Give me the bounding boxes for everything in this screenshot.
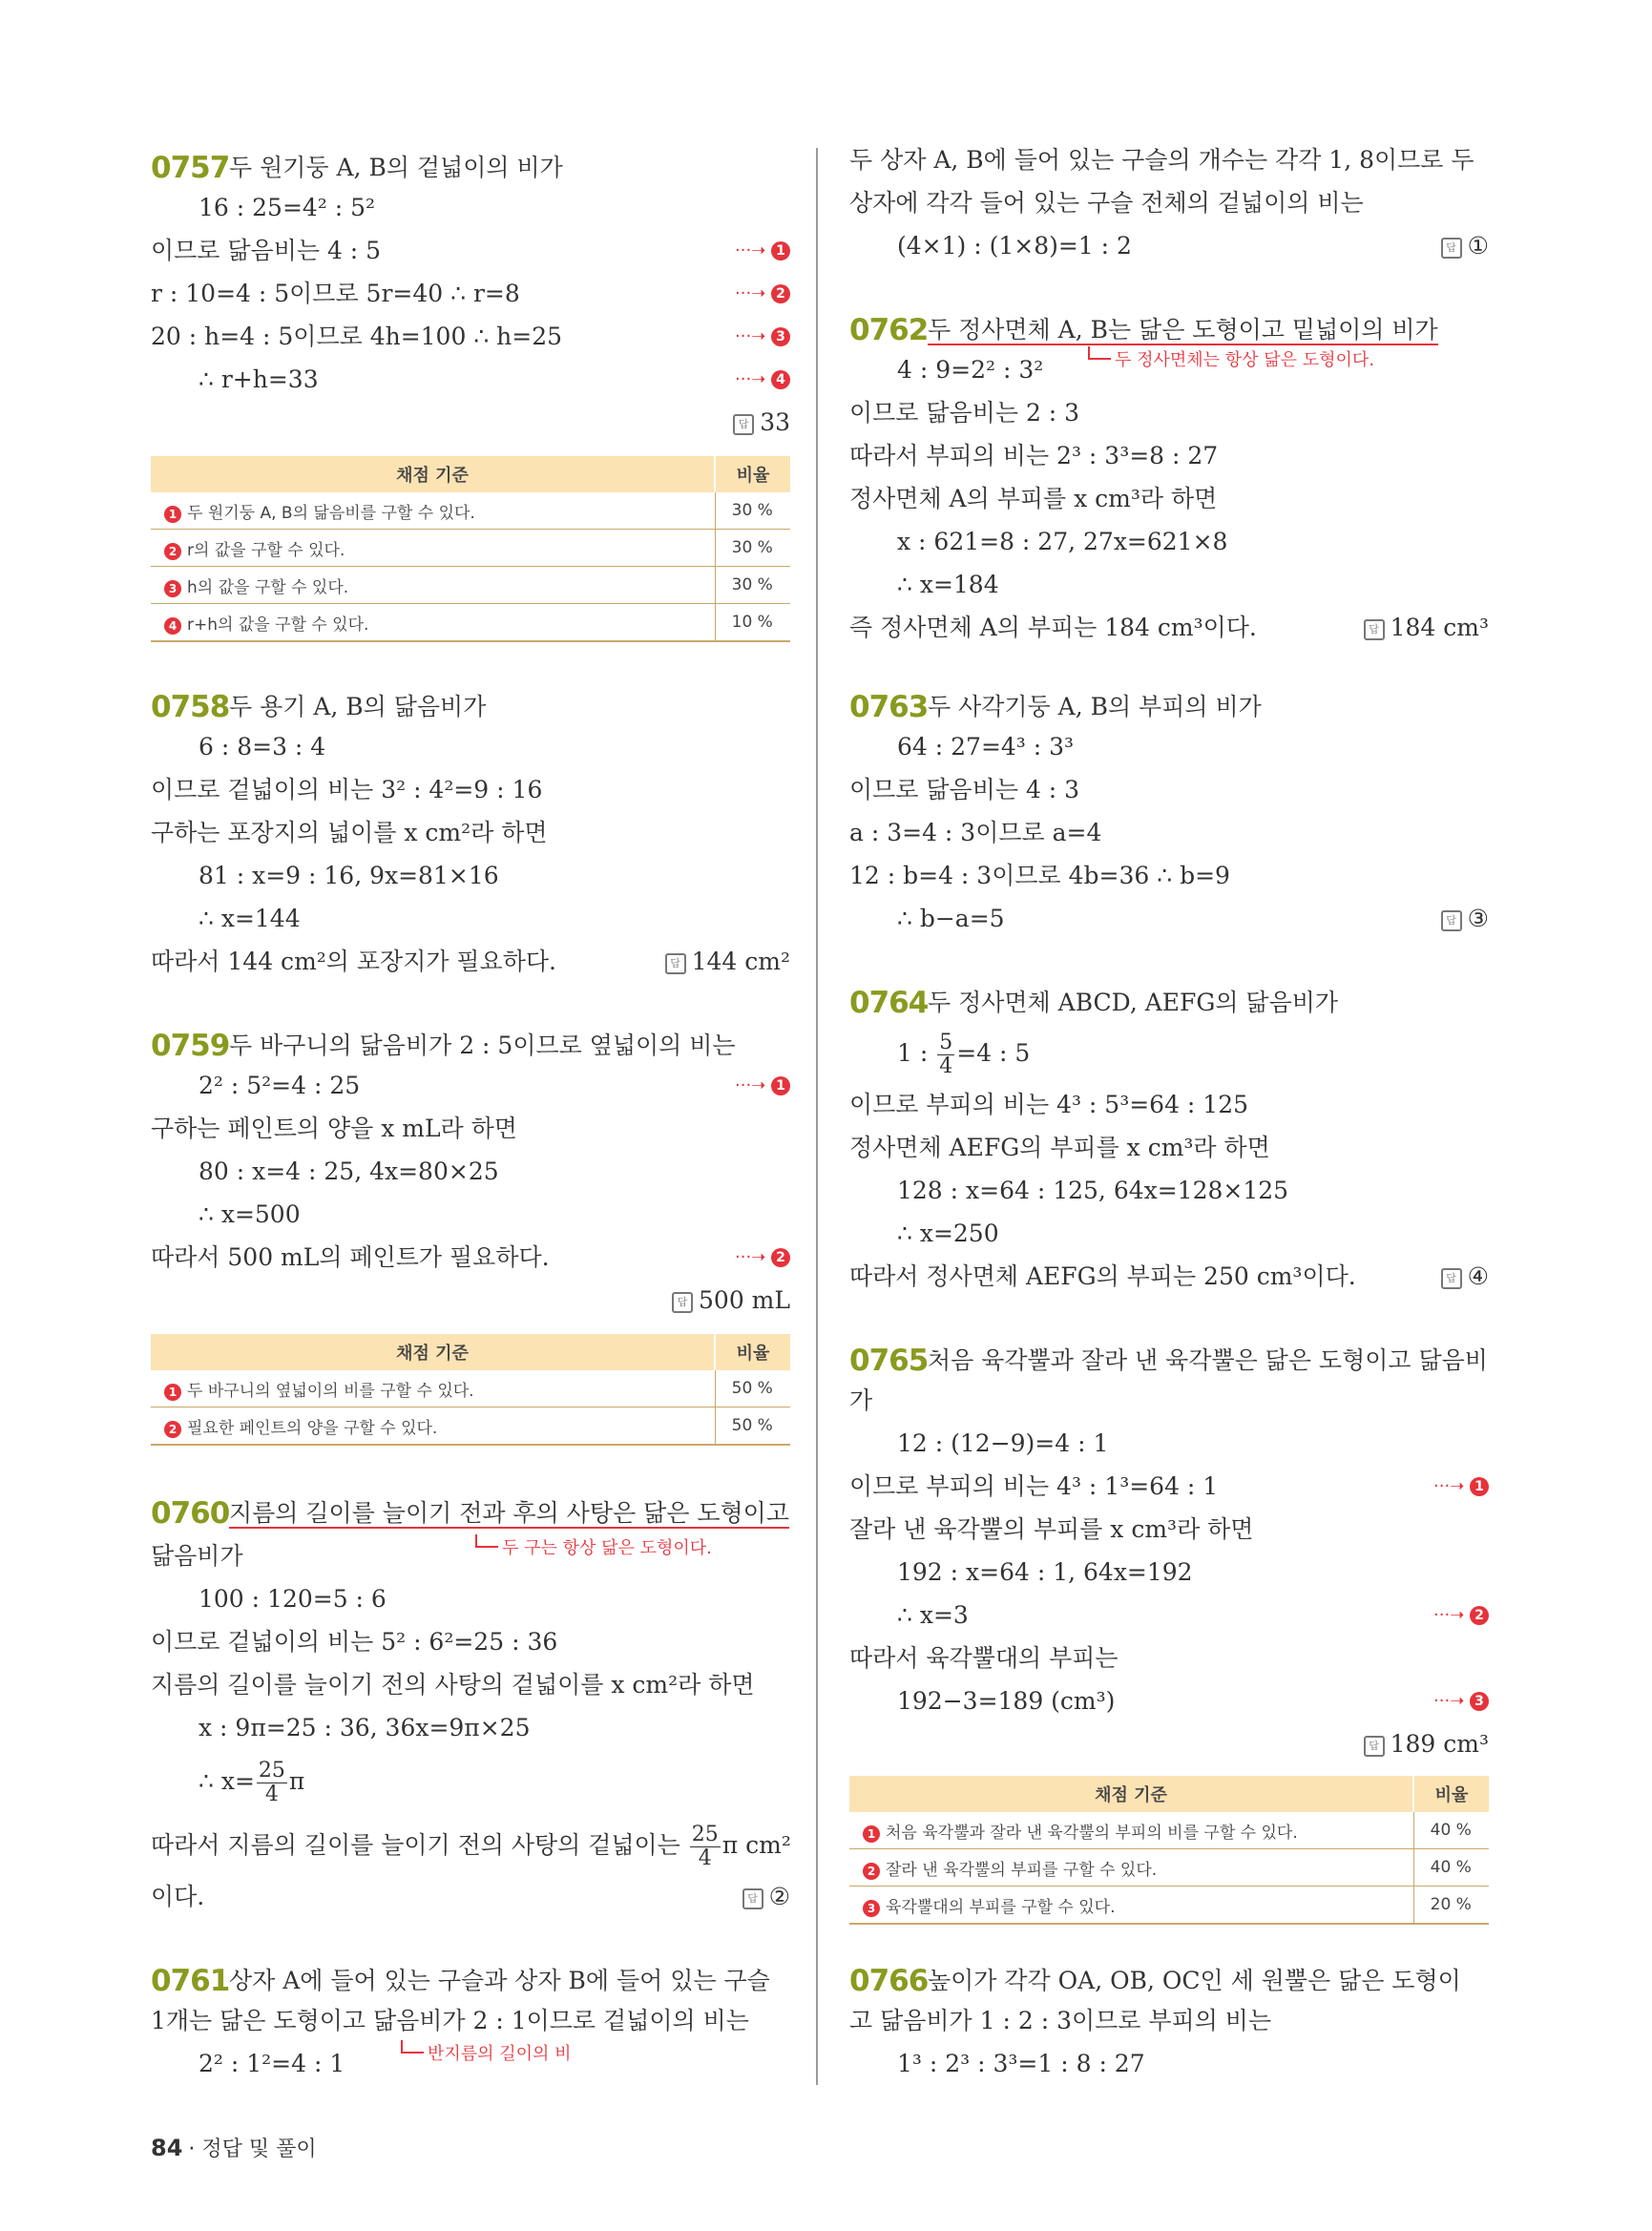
solution-line: 이므로 부피의 비는 4³ : 5³=64 : 125 <box>849 1091 1249 1118</box>
solution-line: 잘라 낸 육각뿔의 부피를 x cm³라 하면 <box>849 1515 1254 1543</box>
solution-line: ∴ b−a=5 <box>897 905 1005 932</box>
answer: 답 33 <box>733 408 790 437</box>
answer-icon: 답 <box>733 414 754 435</box>
answer-icon: 답 <box>742 1888 763 1909</box>
solution-line: 1³ : 2³ : 3³=1 : 8 : 27 <box>897 2050 1145 2077</box>
problem-head: 두 사각기둥 A, B의 부피의 비가 <box>928 693 1262 720</box>
solution-line: 128 : x=64 : 125, 64x=128×125 <box>897 1177 1289 1204</box>
solution-line: 1개는 닮은 도형이고 닮음비가 2 : 1이므로 겉넓이의 비는 <box>151 2007 749 2034</box>
solution-line: ∴ x=250 <box>897 1220 999 1247</box>
solution-line: x : 621=8 : 27, 27x=621×8 <box>897 528 1228 555</box>
solution-line: ∴ x=3 <box>897 1601 969 1629</box>
answer: 답 144 cm² <box>665 948 790 976</box>
problem-head: 두 정사면체 ABCD, AEFG의 닮음비가 <box>928 989 1339 1016</box>
solution-line: 1 : $\frac{5}{4}$ =4 : 5 <box>897 1031 1031 1078</box>
problem-number: 0764 <box>849 986 929 1020</box>
problem-number: 0758 <box>151 690 230 724</box>
problem-head: 상자 A에 들어 있는 구슬과 상자 B에 들어 있는 구슬 <box>229 1967 770 1994</box>
answer: 답 ① <box>1441 232 1489 261</box>
solution-line: 구하는 포장지의 넓이를 x cm²라 하면 <box>151 819 548 846</box>
solution-line: 64 : 27=4³ : 3³ <box>897 733 1075 761</box>
solution-line: 이므로 닮음비는 4 : 5 <box>151 237 382 264</box>
answer-icon: 답 <box>1441 238 1462 259</box>
solution-line: 12 : b=4 : 3이므로 4b=36 ∴ b=9 <box>849 862 1230 889</box>
solution-line: 16 : 25=4² : 5² <box>199 194 376 221</box>
solution-line: 80 : x=4 : 25, 4x=80×25 <box>199 1157 499 1185</box>
problem-number: 0761 <box>151 1964 230 1998</box>
solution-line: 이므로 겉넓이의 비는 5² : 6²=25 : 36 <box>151 1628 558 1656</box>
table-row: 1 두 원기둥 A, B의 닮음비를 구할 수 있다. 30 % <box>151 492 790 530</box>
solution-line: 이므로 닮음비는 4 : 3 <box>849 776 1080 803</box>
problem-number: 0763 <box>849 690 929 724</box>
solution-line: r : 10=4 : 5이므로 5r=40 ∴ r=8 <box>151 280 520 307</box>
table-row: 3 h의 값을 구할 수 있다. 30 % <box>151 567 790 604</box>
annotation-note: 두 구는 항상 닮은 도형이다. <box>475 1534 712 1559</box>
solution-line: 이다. <box>151 1883 205 1910</box>
solution-line: 정사면체 AEFG의 부피를 x cm³라 하면 <box>849 1134 1270 1161</box>
answer-icon: 답 <box>1441 1268 1462 1289</box>
problem-number: 0759 <box>151 1029 230 1063</box>
footer-title: 정답 및 풀이 <box>201 2137 317 2161</box>
answer: 답 500 mL <box>672 1286 790 1315</box>
answer-icon: 답 <box>1364 619 1385 640</box>
solution-line: 따라서 지름의 길이를 늘이기 전의 사탕의 겉넓이는 $\frac{25}{4}$ π cm² <box>151 1823 791 1870</box>
answer: 답 189 cm³ <box>1364 1730 1489 1759</box>
answer-icon: 답 <box>1364 1736 1385 1757</box>
annotation-note: 두 정사면체는 항상 닮은 도형이다. <box>1088 346 1374 371</box>
solution-line: 6 : 8=3 : 4 <box>199 733 326 761</box>
answer: 답 ③ <box>1441 905 1489 933</box>
problem-head: 처음 육각뿔과 잘라 낸 육각뿔은 닮은 도형이고 닮음비 <box>928 1346 1488 1374</box>
step-mark: ···➝ 2 <box>1433 1601 1489 1630</box>
problem-head: 높이가 각각 OA, OB, OC인 세 원뿔은 닮은 도형이 <box>928 1967 1461 1994</box>
table-row: 2 잘라 낸 육각뿔의 부피를 구할 수 있다. 40 % <box>849 1849 1489 1887</box>
step-mark: ···➝ 1 <box>735 237 790 265</box>
problem-number: 0762 <box>849 313 929 347</box>
table-row: 4 r+h의 값을 구할 수 있다. 10 % <box>151 604 790 642</box>
solution-line: 닮음비가 <box>151 1542 243 1570</box>
solution-line: 지름의 길이를 늘이기 전의 사탕의 겉넓이를 x cm²라 하면 <box>151 1671 755 1699</box>
solution-line: 81 : x=9 : 16, 9x=81×16 <box>199 862 499 889</box>
solution-line: 이므로 닮음비는 2 : 3 <box>849 399 1080 427</box>
solution-line: 192−3=189 (cm³) <box>897 1687 1116 1715</box>
solution-line: 2² : 5²=4 : 25 <box>199 1072 361 1099</box>
solution-line: ∴ x=500 <box>199 1200 301 1228</box>
solution-line: 100 : 120=5 : 6 <box>199 1585 387 1613</box>
problem-number: 0757 <box>151 151 230 185</box>
table-row: 2 r의 값을 구할 수 있다. 30 % <box>151 530 790 567</box>
solution-line: 두 상자 A, B에 들어 있는 구슬의 개수는 각각 1, 8이므로 두 <box>849 146 1474 174</box>
problem-head: 두 바구니의 닮음비가 2 : 5이므로 옆넓이의 비는 <box>229 1032 736 1059</box>
solution-line: a : 3=4 : 3이므로 a=4 <box>849 819 1102 846</box>
solution-line: 2² : 1²=4 : 1 <box>199 2050 345 2077</box>
table-row: 3 육각뿔대의 부피를 구할 수 있다. 20 % <box>849 1887 1489 1925</box>
step-mark: ···➝ 4 <box>735 365 790 394</box>
solution-line: 따라서 500 mL의 페인트가 필요하다. <box>151 1243 550 1271</box>
problem-head: 두 원기둥 A, B의 겉넓이의 비가 <box>229 154 563 181</box>
step-mark: ···➝ 1 <box>735 1072 790 1100</box>
solution-line: 따라서 144 cm²의 포장지가 필요하다. <box>151 948 556 975</box>
table-row: 2 필요한 페인트의 양을 구할 수 있다. 50 % <box>151 1407 790 1446</box>
rubric-table: 채점 기준 비율 1 처음 육각뿔과 잘라 낸 육각뿔의 부피의 비를 구할 수 있다. 40 % 2 잘라 낸 육각뿔의 부피를 구할 수 있다. 40 % 3 육각뿔대의 부피를 구할 수 있다. 20 % <box>849 1776 1489 1925</box>
answer: 답 ④ <box>1441 1262 1489 1291</box>
solution-line: 20 : h=4 : 5이므로 4h=100 ∴ h=25 <box>151 323 563 350</box>
solution-line: 이므로 부피의 비는 4³ : 1³=64 : 1 <box>849 1472 1219 1500</box>
answer: 답 184 cm³ <box>1364 614 1489 642</box>
answer: 답 ② <box>742 1883 790 1911</box>
solution-line: 즉 정사면체 A의 부피는 184 cm³이다. <box>849 614 1257 641</box>
step-mark: ···➝ 2 <box>735 1243 790 1272</box>
solution-line: 12 : (12−9)=4 : 1 <box>897 1429 1109 1457</box>
solution-line: 192 : x=64 : 1, 64x=192 <box>897 1558 1193 1586</box>
step-mark: ···➝ 3 <box>1433 1687 1489 1716</box>
answer-icon: 답 <box>1441 910 1462 931</box>
solution-line: ∴ x= $\frac{25}{4}$ π <box>199 1759 305 1806</box>
solution-line: 상자에 각각 들어 있는 구슬 전체의 겉넓이의 비는 <box>849 189 1364 217</box>
rubric-table: 채점 기준 비율 1 두 바구니의 옆넓이의 비를 구할 수 있다. 50 % 2 필요한 페인트의 양을 구할 수 있다. 50 % <box>151 1334 790 1446</box>
solution-line: 구하는 페인트의 양을 x mL라 하면 <box>151 1115 517 1142</box>
solution-line: 따라서 정사면체 AEFG의 부피는 250 cm³이다. <box>849 1262 1356 1290</box>
table-row: 1 두 바구니의 옆넓이의 비를 구할 수 있다. 50 % <box>151 1370 790 1407</box>
page-footer: 84 · 정답 및 풀이 <box>151 2135 317 2161</box>
answer-icon: 답 <box>665 953 686 974</box>
rubric-table: 채점 기준 비율 1 두 원기둥 A, B의 닮음비를 구할 수 있다. 30 % 2 r의 값을 구할 수 있다. 30 % 3 h의 값을 구할 수 있다. 30 % 4 r+h의 값을 구할 수 있다. 10 % <box>151 456 790 642</box>
problem-number: 0766 <box>849 1964 929 1998</box>
solution-line: ∴ x=144 <box>199 905 301 932</box>
solution-line: ∴ r+h=33 <box>199 365 319 393</box>
problem-head: 두 용기 A, B의 닮음비가 <box>229 693 487 720</box>
column-divider <box>816 148 818 2085</box>
solution-line: 따라서 부피의 비는 2³ : 3³=8 : 27 <box>849 442 1219 469</box>
solution-line: ∴ x=184 <box>897 571 999 598</box>
solution-line: 4 : 9=2² : 3² <box>897 356 1044 384</box>
step-mark: ···➝ 1 <box>1433 1472 1489 1501</box>
solution-line: (4×1) : (1×8)=1 : 2 <box>897 232 1132 260</box>
step-mark: ···➝ 2 <box>735 280 790 308</box>
annotation-note: 반지름의 길이의 비 <box>401 2040 572 2065</box>
solution-line: 가 <box>849 1387 873 1414</box>
solution-line: x : 9π=25 : 36, 36x=9π×25 <box>199 1714 531 1741</box>
problem-number: 0760 <box>151 1496 230 1531</box>
page-number: 84 <box>151 2135 183 2161</box>
problem-head: 두 정사면체 A, B는 닮은 도형이고 밑넓이의 비가 <box>928 316 1438 344</box>
table-row: 1 처음 육각뿔과 잘라 낸 육각뿔의 부피의 비를 구할 수 있다. 40 % <box>849 1812 1489 1849</box>
solution-line: 정사면체 A의 부피를 x cm³라 하면 <box>849 485 1218 512</box>
answer-icon: 답 <box>672 1292 693 1313</box>
solution-line: 따라서 육각뿔대의 부피는 <box>849 1644 1119 1672</box>
problem-number: 0765 <box>849 1344 929 1378</box>
problem-head: 지름의 길이를 늘이기 전과 후의 사탕은 닮은 도형이고 <box>229 1499 789 1527</box>
solution-line: 고 닮음비가 1 : 2 : 3이므로 부피의 비는 <box>849 2007 1272 2034</box>
step-mark: ···➝ 3 <box>735 323 790 351</box>
solution-line: 이므로 겉넓이의 비는 3² : 4²=9 : 16 <box>151 776 543 803</box>
